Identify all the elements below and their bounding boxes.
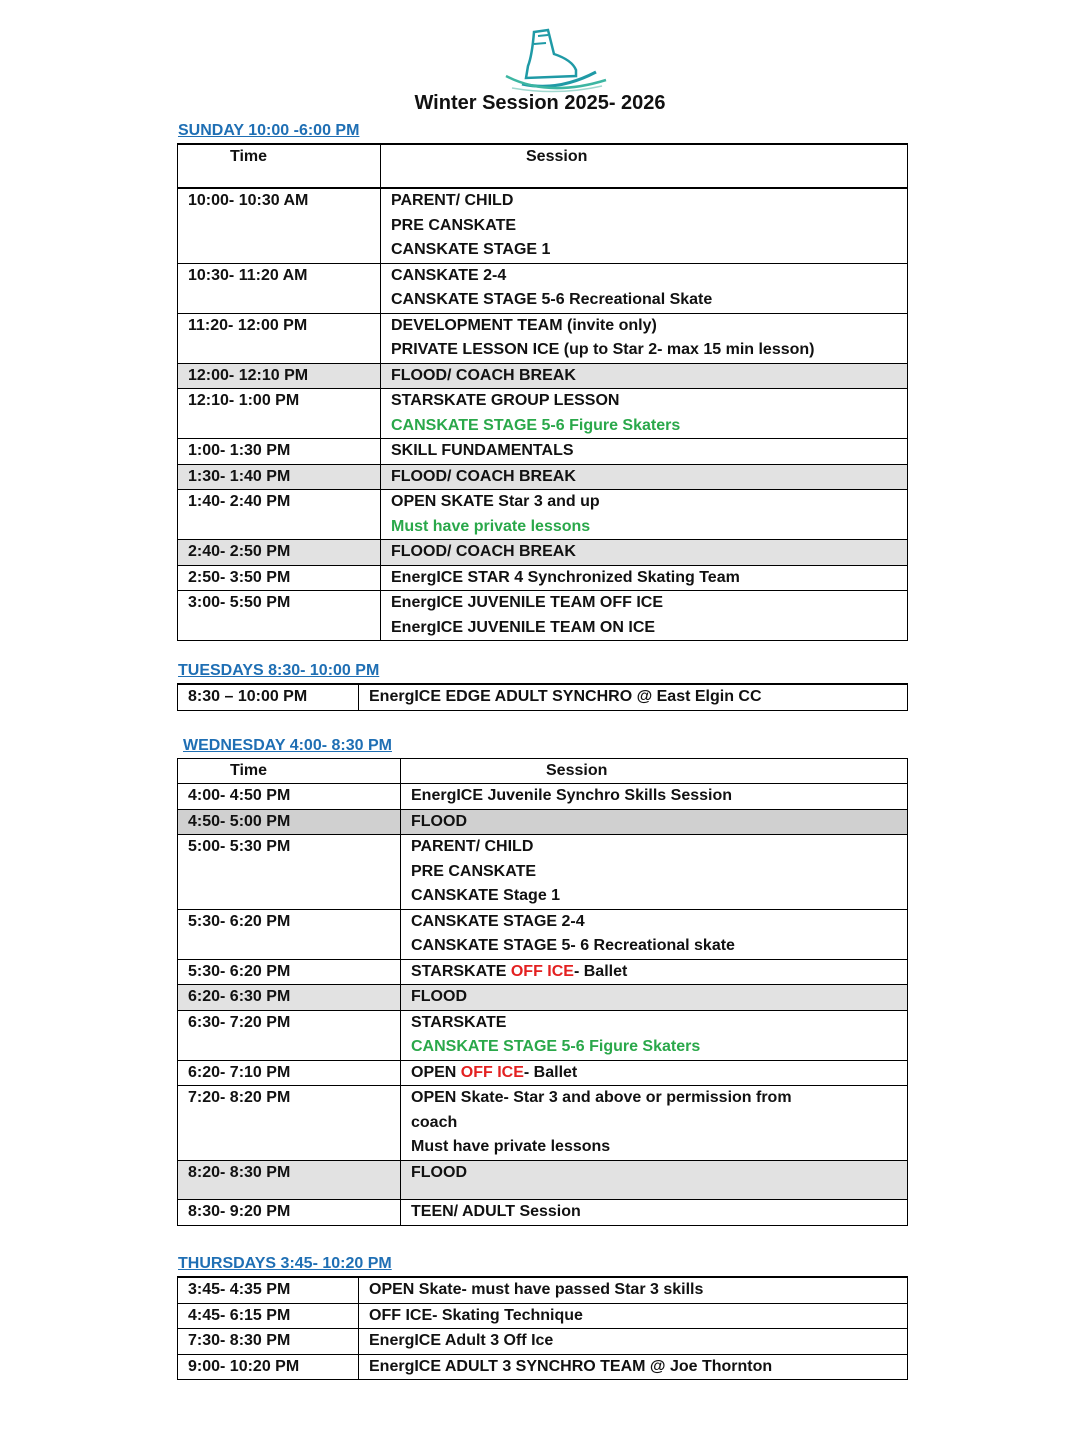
- time-text: 2:50- 3:50 PM: [188, 568, 291, 586]
- session-cell: [401, 1010, 908, 1060]
- time-cell: [178, 439, 381, 465]
- session-line: EnergICE JUVENILE TEAM OFF ICE: [391, 594, 664, 611]
- session-cell: [381, 490, 908, 540]
- time-cell: [178, 464, 381, 490]
- session-line: CANSKATE STAGE 5-6 Recreational Skate: [391, 291, 713, 308]
- session-text: STARSKATE: [411, 962, 511, 980]
- session-line: CANSKATE STAGE 5- 6 Recreational skate: [411, 937, 735, 954]
- session-cell: [401, 1060, 908, 1086]
- sunday-col-time: Time: [178, 144, 381, 188]
- wednesday-row: [178, 835, 908, 910]
- session-cell: [381, 591, 908, 641]
- time-cell: [178, 959, 401, 985]
- session-cell: [381, 565, 908, 591]
- session-line: CANSKATE STAGE 5-6 Figure Skaters: [391, 416, 681, 434]
- session-line: FLOOD/ COACH BREAK: [391, 366, 576, 384]
- time-cell: [178, 188, 381, 263]
- session-line: OFF ICE- Skating Technique: [369, 1306, 583, 1324]
- time-text: 6:20- 7:10 PM: [188, 1063, 291, 1081]
- session-text: OPEN: [411, 1063, 461, 1081]
- session-line: FLOOD: [411, 1163, 467, 1181]
- thursday-row: [178, 1329, 908, 1355]
- time-text: 1:30- 1:40 PM: [188, 467, 291, 485]
- time-text: 12:00- 12:10 PM: [188, 366, 309, 384]
- sunday-row: [178, 540, 908, 566]
- time-cell: [178, 1010, 401, 1060]
- wednesday-row: [178, 959, 908, 985]
- session-line: PRE CANSKATE: [411, 862, 537, 880]
- figure-skate-logo-icon: [498, 26, 608, 94]
- time-cell: [178, 1277, 359, 1303]
- time-text: 5:30- 6:20 PM: [188, 962, 291, 980]
- session-cell: [401, 784, 908, 810]
- session-line: EnergICE ADULT 3 SYNCHRO TEAM @ Joe Thornton: [369, 1357, 773, 1375]
- session-cell: [359, 1303, 908, 1329]
- time-text: 7:20- 8:20 PM: [188, 1089, 291, 1106]
- time-text: 3:00- 5:50 PM: [188, 594, 291, 611]
- session-line: PRIVATE LESSON ICE (up to Star 2- max 15 min lesson): [391, 341, 815, 358]
- sunday-row: [178, 263, 908, 313]
- session-line: PRE CANSKATE: [391, 216, 517, 234]
- time-text: 5:00- 5:30 PM: [188, 838, 291, 855]
- tuesday-row: [178, 684, 908, 710]
- thursday-row: [178, 1277, 908, 1303]
- time-text: 12:10- 1:00 PM: [188, 392, 300, 409]
- session-cell: [359, 1354, 908, 1380]
- session-line: PARENT/ CHILD: [411, 838, 534, 855]
- sunday-row: [178, 464, 908, 490]
- time-text: 4:45- 6:15 PM: [188, 1306, 291, 1324]
- session-cell: [381, 263, 908, 313]
- session-line: PARENT/ CHILD: [391, 192, 514, 209]
- time-cell: [178, 389, 381, 439]
- time-cell: [178, 1160, 401, 1200]
- time-cell: [178, 1200, 401, 1226]
- session-cell: [401, 809, 908, 835]
- session-line: OPEN Skate- Star 3 and above or permission from: [411, 1089, 792, 1106]
- sunday-row: [178, 439, 908, 465]
- time-cell: [178, 985, 401, 1011]
- time-text: 9:00- 10:20 PM: [188, 1357, 300, 1375]
- session-line: FLOOD: [411, 988, 467, 1005]
- session-line: Must have private lessons: [411, 1138, 611, 1155]
- sunday-col-session: Session: [526, 148, 588, 165]
- time-text: 1:40- 2:40 PM: [188, 493, 291, 510]
- time-cell: [178, 490, 381, 540]
- session-line: FLOOD/ COACH BREAK: [391, 467, 576, 485]
- thursday-heading: THURSDAYS 3:45- 10:20 PM: [178, 1255, 392, 1272]
- time-cell: [178, 809, 401, 835]
- time-cell: [178, 363, 381, 389]
- wednesday-col-time: Time: [178, 759, 401, 784]
- sunday-heading: SUNDAY 10:00 -6:00 PM: [178, 122, 360, 139]
- wednesday-row: [178, 1086, 908, 1161]
- sunday-row: [178, 591, 908, 641]
- time-cell: [178, 1086, 401, 1161]
- session-line: TEEN/ ADULT Session: [411, 1203, 581, 1220]
- session-line: CANSKATE 2-4: [391, 266, 507, 284]
- time-text: 8:20- 8:30 PM: [188, 1163, 291, 1181]
- session-cell: [381, 313, 908, 363]
- session-cell: [401, 835, 908, 910]
- sunday-header-row: [178, 144, 908, 188]
- session-cell: [401, 1160, 908, 1200]
- wednesday-col-session: Session: [546, 762, 608, 779]
- session-line: EnergICE JUVENILE TEAM ON ICE: [391, 618, 656, 636]
- session-line: Must have private lessons: [391, 517, 591, 535]
- session-line: coach: [411, 1113, 458, 1131]
- time-text: 6:20- 6:30 PM: [188, 988, 291, 1005]
- wednesday-schedule-table: [177, 758, 908, 1226]
- time-cell: [178, 313, 381, 363]
- session-line: CANSKATE STAGE 2-4: [411, 912, 585, 930]
- time-text: 8:30 – 10:00 PM: [188, 688, 308, 705]
- session-cell: [381, 439, 908, 465]
- time-cell: [178, 263, 381, 313]
- session-line: EnergICE Adult 3 Off Ice: [369, 1332, 554, 1349]
- session-cell: [381, 188, 908, 263]
- session-cell: [381, 540, 908, 566]
- time-text: 4:50- 5:00 PM: [188, 812, 291, 830]
- session-line: OPEN Skate- must have passed Star 3 skills: [369, 1281, 704, 1298]
- sunday-row: [178, 565, 908, 591]
- time-text: 7:30- 8:30 PM: [188, 1332, 291, 1349]
- time-cell: [178, 1303, 359, 1329]
- wednesday-row: [178, 1060, 908, 1086]
- wednesday-row: [178, 1200, 908, 1226]
- time-text: 5:30- 6:20 PM: [188, 912, 291, 930]
- session-line: FLOOD/ COACH BREAK: [391, 543, 576, 560]
- time-text: 8:30- 9:20 PM: [188, 1203, 291, 1220]
- session-cell: [381, 464, 908, 490]
- wednesday-row: [178, 1160, 908, 1200]
- wednesday-header-row: [178, 759, 908, 784]
- time-text: 1:00- 1:30 PM: [188, 442, 291, 459]
- time-text: 10:00- 10:30 AM: [188, 192, 309, 209]
- time-text: 11:20- 12:00 PM: [188, 316, 308, 334]
- sunday-row: [178, 389, 908, 439]
- session-line: STARSKATE: [411, 1013, 507, 1031]
- wednesday-row: [178, 809, 908, 835]
- time-text: 10:30- 11:20 AM: [188, 266, 308, 284]
- thursday-row: [178, 1303, 908, 1329]
- session-text: - Ballet: [523, 1063, 578, 1081]
- session-line: CANSKATE STAGE 1: [391, 241, 551, 258]
- session-line: EnergICE EDGE ADULT SYNCHRO @ East Elgin CC: [369, 688, 762, 705]
- session-cell: [401, 1086, 908, 1161]
- time-cell: [178, 909, 401, 959]
- session-cell: [359, 1329, 908, 1355]
- session-line: EnergICE Juvenile Synchro Skills Session: [411, 787, 733, 804]
- wednesday-row: [178, 1010, 908, 1060]
- time-cell: [178, 1354, 359, 1380]
- sunday-row: [178, 313, 908, 363]
- session-line: CANSKATE Stage 1: [411, 887, 561, 904]
- sunday-schedule-table: [177, 143, 908, 641]
- time-text: 2:40- 2:50 PM: [188, 543, 291, 560]
- session-line: [411, 960, 897, 985]
- session-cell: [401, 909, 908, 959]
- session-cell: [381, 363, 908, 389]
- session-line: DEVELOPMENT TEAM (invite only): [391, 316, 657, 334]
- session-cell: [381, 389, 908, 439]
- sunday-row: [178, 188, 908, 263]
- tuesday-heading: TUESDAYS 8:30- 10:00 PM: [178, 662, 380, 679]
- session-line: FLOOD: [411, 812, 467, 830]
- session-line: STARSKATE GROUP LESSON: [391, 392, 620, 409]
- session-line: SKILL FUNDAMENTALS: [391, 442, 574, 459]
- session-line: [411, 1061, 897, 1086]
- time-cell: [178, 684, 359, 710]
- time-text: 4:00- 4:50 PM: [188, 787, 291, 804]
- thursday-schedule-table: [177, 1276, 908, 1380]
- wednesday-row: [178, 784, 908, 810]
- session-cell: [401, 985, 908, 1011]
- wednesday-row: [178, 985, 908, 1011]
- time-cell: [178, 565, 381, 591]
- session-line: EnergICE STAR 4 Synchronized Skating Team: [391, 568, 740, 586]
- time-cell: [178, 784, 401, 810]
- wednesday-heading: WEDNESDAY 4:00- 8:30 PM: [183, 737, 392, 754]
- session-line: OPEN SKATE Star 3 and up: [391, 493, 600, 510]
- off-ice-label: OFF ICE: [510, 962, 574, 980]
- time-cell: [178, 1329, 359, 1355]
- session-cell: [401, 1200, 908, 1226]
- sunday-row: [178, 363, 908, 389]
- tuesday-schedule-table: [177, 683, 908, 711]
- time-cell: [178, 835, 401, 910]
- wednesday-row: [178, 909, 908, 959]
- time-text: 6:30- 7:20 PM: [188, 1013, 291, 1031]
- time-text: 3:45- 4:35 PM: [188, 1281, 291, 1298]
- session-cell: [359, 1277, 908, 1303]
- thursday-row: [178, 1354, 908, 1380]
- sunday-row: [178, 490, 908, 540]
- off-ice-label: OFF ICE: [460, 1063, 524, 1081]
- time-cell: [178, 591, 381, 641]
- session-line: CANSKATE STAGE 5-6 Figure Skaters: [411, 1038, 701, 1055]
- time-cell: [178, 1060, 401, 1086]
- session-text: - Ballet: [573, 962, 628, 980]
- document-title: Winter Session 2025- 2026: [414, 92, 666, 114]
- session-cell: [401, 959, 908, 985]
- time-cell: [178, 540, 381, 566]
- session-cell: [359, 684, 908, 710]
